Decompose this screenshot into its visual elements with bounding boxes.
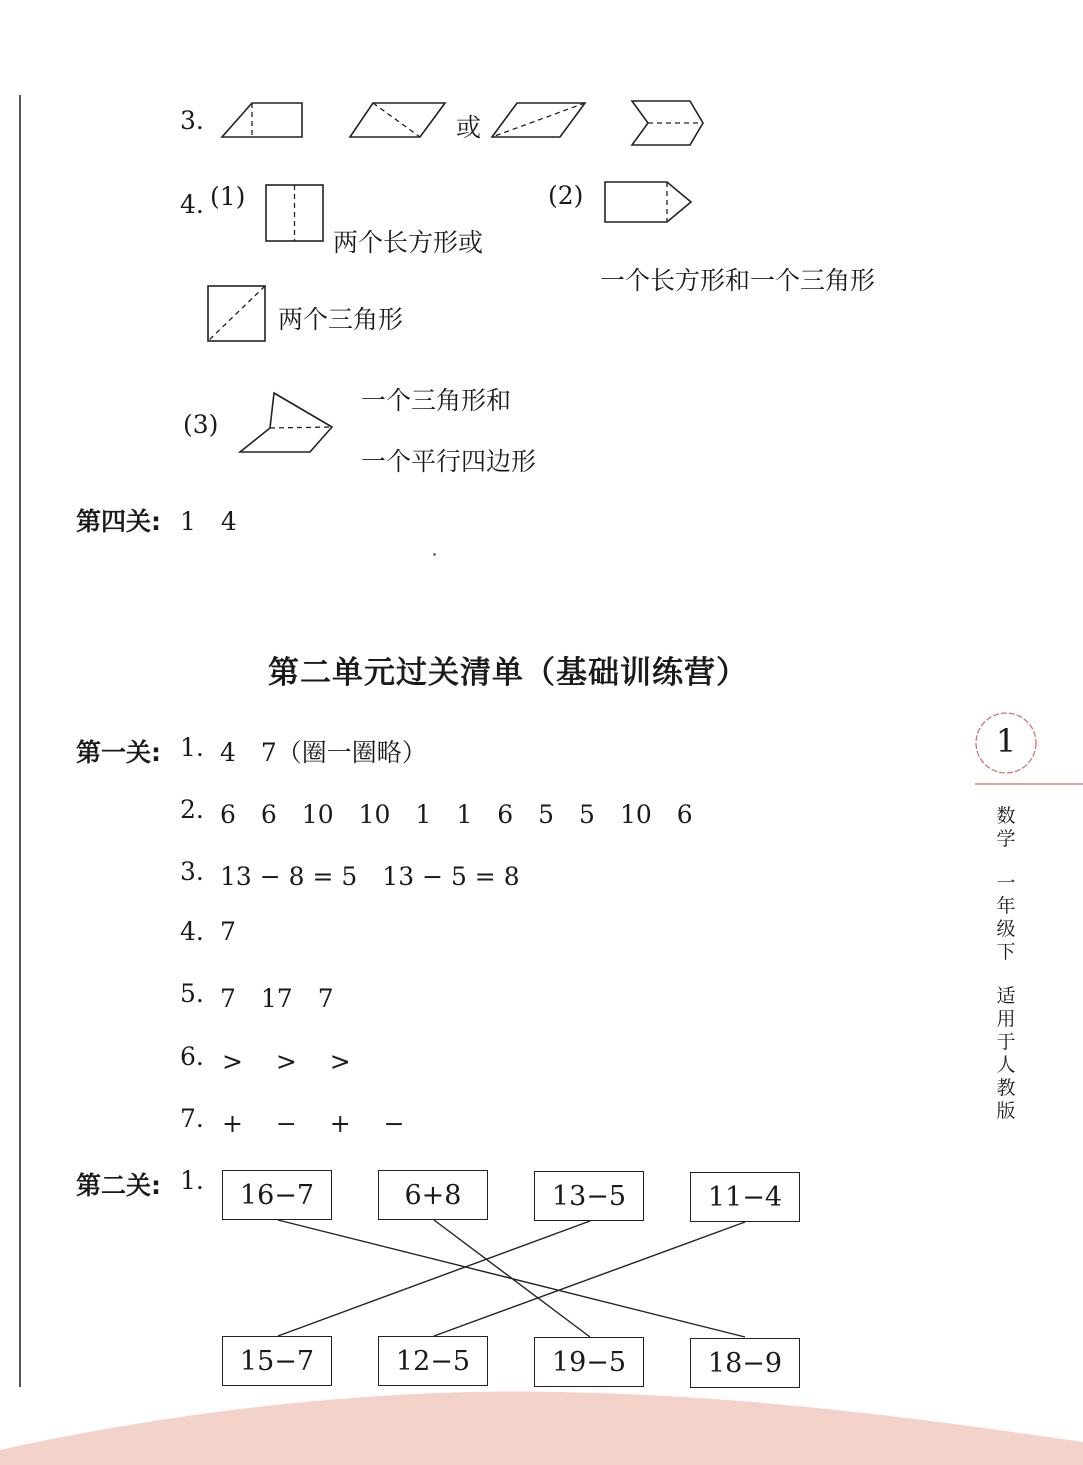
sidebar-subject: 数 学	[996, 805, 1016, 850]
sidebar-grade: 一 年 级 下	[996, 872, 1016, 963]
q4-part3-caption-line1: 一个三角形和	[361, 386, 512, 415]
level1-item4-answer: 7	[220, 917, 236, 946]
level1-item6-answer: > > >	[222, 1047, 351, 1076]
level1-item1-number: 1.	[180, 733, 204, 762]
level2-label: 第二关:	[76, 1171, 161, 1200]
level1-item3-answer: 13 − 8 = 5 13 − 5 = 8	[220, 862, 520, 891]
q4-number: 4.	[180, 190, 204, 219]
q4-part1-caption-b: 两个三角形	[278, 305, 404, 334]
top-expression-box-3: 13−5	[534, 1171, 644, 1221]
level1-item7-number: 7.	[180, 1104, 204, 1133]
level1-item2-number: 2.	[180, 795, 204, 824]
level1-item3-number: 3.	[180, 857, 204, 886]
q4-part3-label: (3)	[183, 410, 219, 439]
level1-item1-answer: 4 7（圈一圈略）	[220, 738, 427, 767]
bottom-expression-box-4: 18−9	[690, 1338, 800, 1388]
q4-part3-caption-line2: 一个平行四边形	[361, 447, 537, 476]
level1-item6-number: 6.	[180, 1042, 204, 1071]
sidebar-rule	[975, 783, 1083, 785]
level1-item5-number: 5.	[180, 979, 204, 1008]
level2-item1-number: 1.	[180, 1166, 204, 1195]
page-number: 1	[995, 722, 1017, 760]
q3-or-text: 或	[456, 113, 482, 142]
level1-item7-answer: + − + −	[222, 1109, 405, 1138]
bottom-expression-box-3: 19−5	[534, 1337, 644, 1387]
level4-label: 第四关:	[76, 507, 161, 536]
level1-item5-answer: 7 17 7	[220, 984, 334, 1013]
bottom-wave-decoration	[0, 1380, 1083, 1465]
q4-part2-label: (2)	[548, 181, 584, 210]
bottom-expression-box-1: 15−7	[222, 1336, 332, 1386]
q3-number: 3.	[180, 106, 204, 135]
top-expression-box-2: 6+8	[378, 1170, 488, 1220]
q4-part1-caption-a: 两个长方形或	[333, 228, 484, 257]
level1-item4-number: 4.	[180, 917, 204, 946]
section-title: 第二单元过关清单（基础训练营）	[268, 655, 748, 691]
level1-label: 第一关:	[76, 738, 161, 767]
sidebar-edition: 适 用 于 人 教 版	[996, 985, 1016, 1122]
level1-item2-answer: 6 6 10 10 1 1 6 5 5 10 6	[220, 800, 693, 829]
q4-part1-label: (1)	[210, 182, 246, 211]
top-expression-box-1: 16−7	[222, 1170, 332, 1220]
level4-answers: 1 4	[180, 507, 237, 536]
bottom-expression-box-2: 12−5	[378, 1336, 488, 1386]
top-expression-box-4: 11−4	[690, 1172, 800, 1222]
q4-part2-caption: 一个长方形和一个三角形	[600, 266, 876, 295]
